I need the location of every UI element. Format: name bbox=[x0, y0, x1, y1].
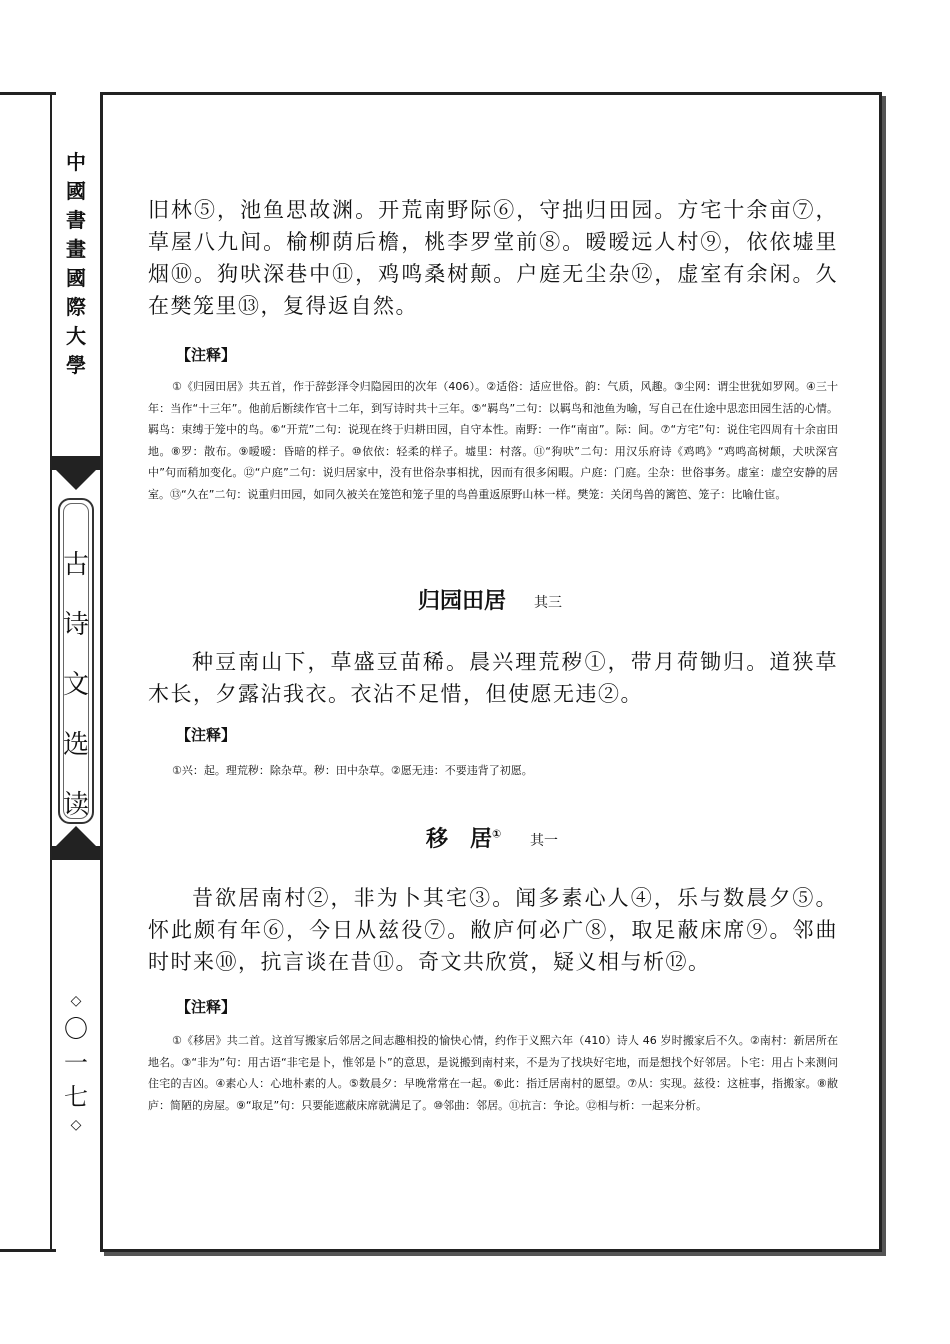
note-label: 【注释】 bbox=[176, 726, 237, 744]
university-name bbox=[62, 148, 90, 380]
book-title-char: 读 bbox=[62, 790, 89, 820]
book-title-char: 选 bbox=[62, 730, 89, 760]
book-title-char: 文 bbox=[62, 670, 89, 700]
page-number-char: 七 bbox=[64, 1083, 88, 1111]
poem-text: 种豆南山下，草盛豆苗稀。晨兴理荒秽①，带月荷锄归。道狭草木长，夕露沾我衣。衣沾不足惜，但使愿无违②。 bbox=[148, 650, 838, 706]
chevron-ornament-icon bbox=[56, 826, 96, 846]
poem-text: 旧林⑤，池鱼思故渊。开荒南野际⑥，守拙归田园。方宅十余亩⑦，草屋八九间。榆柳荫后檐，桃李罗堂前⑧。暧暧远人村⑨，依依墟里烟⑩。狗吠深巷中⑪，鸡鸣桑树颠。户庭无尘杂⑫，虚室有余闲。久在樊笼里⑬，复得返自然。 bbox=[148, 198, 838, 318]
diamond-icon: ◇ bbox=[70, 1117, 82, 1133]
annotation-text: ①《归园田居》共五首，作于辞彭泽令归隐园田的次年（406）。②适俗：适应世俗。韵：气质，风趣。③尘网：谓尘世犹如罗网。④三十年：当作“十三年”。他前后断续作官十二年，到写诗时共十三年。⑤“羁鸟”二句：以羁鸟和池鱼为喻，写自己在仕途中思恋田园生活的心情。羁鸟：束缚于笼中的鸟。⑥“开荒”二句：说现在终于归耕田园，自守本性。南野：一作“南亩”。际：间。⑦“方宅”句：说住宅四周有十余亩田地。⑧罗：散布。⑨暧暧：昏暗的样子。⑩依依：轻柔的样子。墟里：村落。⑪“狗吠”二句：用汉乐府诗《鸡鸣》“鸡鸣高树颠，犬吠深宫中”句而稍加变化。⑫“户庭”二句：说归居家中，没有世俗杂事相扰，因而有很多闲暇。户庭：门庭。尘杂：世俗事务。虚室：虚空安静的居室。⑬“久在”二句：说重归田园，如同久被关在笼笆和笼子里的鸟兽重返原野山林一样。樊笼：关闭鸟兽的篱笆、笼子：比喻仕宦。 bbox=[148, 380, 838, 501]
annotation-text: ①《移居》共二首。这首写搬家后邻居之间志趣相投的愉快心情，约作于义熙六年（410）诗人 46 岁时搬家后不久。②南村：新居所在地名。③“非为”句：用古语“非宅是卜，惟邻是卜”的意思，是说搬到南村来，不是为了找块好宅地，而是想找个好邻居。卜宅：用占卜来测问住宅的吉凶。④素心人：心地朴素的人。⑤数晨夕：早晚常常在一起。⑥此：指迁居南村的愿望。⑦从：实现。兹役：这桩事，指搬家。⑧敝庐：简陋的房屋。⑨“取足”句：只要能遮蔽床席就满足了。⑩邻曲：邻居。⑪抗言：争论。⑫相与析：一起来分析。 bbox=[148, 1034, 838, 1112]
note-label: 【注释】 bbox=[176, 998, 237, 1016]
poem-subtitle: 其三 bbox=[534, 595, 562, 611]
book-title-char: 古 bbox=[62, 550, 89, 580]
university-char: 畫 bbox=[66, 237, 86, 261]
university-char: 中 bbox=[66, 150, 86, 174]
university-char: 際 bbox=[66, 295, 86, 319]
spine-ornament-bar bbox=[50, 846, 102, 860]
diamond-icon: ◇ bbox=[70, 993, 82, 1009]
university-char: 國 bbox=[66, 266, 86, 290]
poem-title bbox=[426, 822, 501, 853]
poem-subtitle: 其一 bbox=[530, 833, 558, 849]
spine-ornament-bar bbox=[50, 456, 102, 470]
annotation-text: ①兴：起。理荒秽：除杂草。秽：田中杂草。②愿无违：不要违背了初愿。 bbox=[172, 764, 533, 777]
chevron-ornament-icon bbox=[56, 470, 96, 490]
poem-title-text: 移 居 bbox=[426, 827, 493, 852]
poem-text: 昔欲居南村②，非为卜其宅③。闻多素心人④，乐与数晨夕⑤。怀此颇有年⑥，今日从兹役⑦。敝庐何必广⑧，取足蔽床席⑨。邻曲时时来⑩，抗言谈在昔⑪。奇文共欣赏，疑义相与析⑫。 bbox=[148, 886, 838, 974]
book-title-char: 诗 bbox=[62, 610, 89, 640]
university-char: 國 bbox=[66, 179, 86, 203]
spine-rule-left bbox=[50, 92, 52, 1252]
footnote-mark: ① bbox=[492, 827, 502, 841]
page-number bbox=[60, 990, 92, 1136]
poem-title: 归园田居 bbox=[418, 589, 507, 614]
university-char: 大 bbox=[66, 324, 86, 348]
page-number-char: 一 bbox=[64, 1049, 88, 1077]
book-title bbox=[58, 535, 94, 835]
university-char: 學 bbox=[66, 353, 86, 377]
note-label: 【注释】 bbox=[176, 346, 237, 364]
page-number-char: 〇 bbox=[64, 1015, 88, 1043]
university-char: 書 bbox=[66, 208, 86, 232]
spine-frame bbox=[0, 92, 56, 1252]
